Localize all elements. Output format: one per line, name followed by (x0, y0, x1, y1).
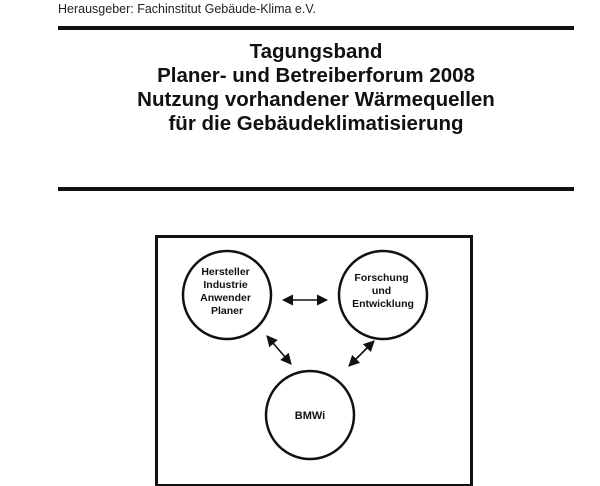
publisher-line: Herausgeber: Fachinstitut Gebäude-Klima e.V. (58, 2, 317, 16)
title-line-1: Tagungsband (249, 40, 383, 63)
node-bmwi (266, 371, 354, 459)
arrow-industry-bmwi (267, 336, 291, 364)
node-research (339, 251, 427, 339)
node-research-line-2: und (371, 285, 392, 297)
node-research-line-1: Forschung (354, 272, 409, 284)
title-line-3: Nutzung vorhandener Wärmequellen (137, 88, 495, 111)
document-title (30, 40, 600, 136)
top-rule (58, 26, 574, 30)
node-research-line-3: Entwicklung (352, 298, 414, 310)
title-line-2: Planer- und Betreiberforum 2008 (157, 64, 475, 87)
node-bmwi-label: BMWi (294, 410, 326, 422)
node-industry-line-3: Anwender (200, 292, 251, 304)
stakeholder-diagram (155, 235, 473, 486)
node-industry-line-4: Planer (210, 305, 244, 317)
bottom-rule (58, 187, 574, 191)
node-industry-line-1: Hersteller (201, 266, 250, 278)
title-line-4: für die Gebäudeklimatisierung (168, 112, 464, 135)
node-industry (183, 251, 271, 339)
arrow-research-bmwi (349, 341, 374, 366)
node-industry-line-2: Industrie (203, 279, 248, 291)
